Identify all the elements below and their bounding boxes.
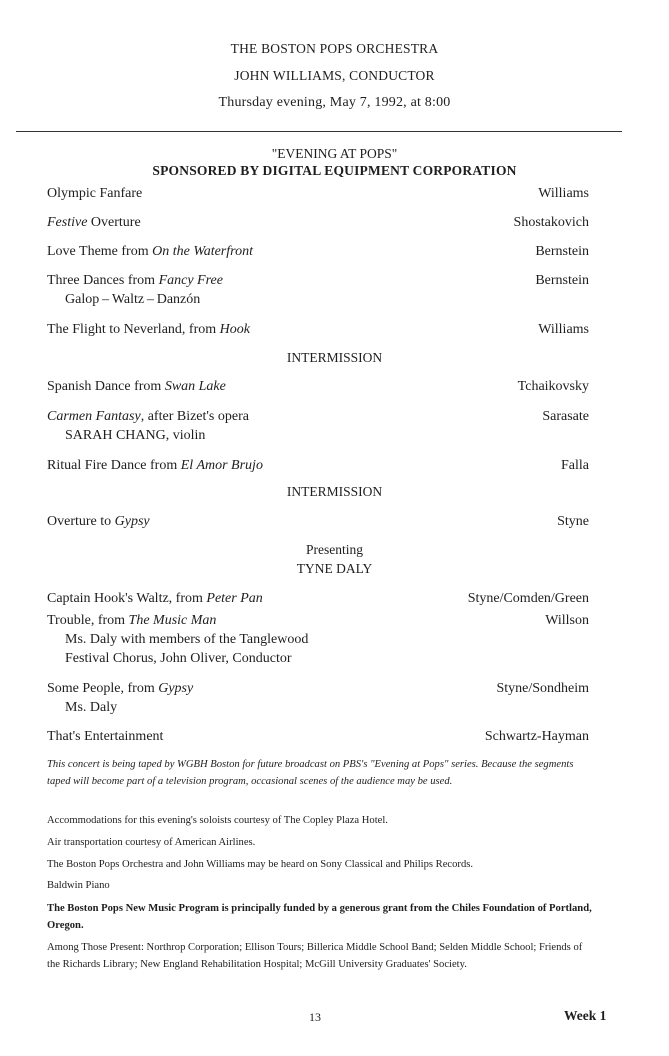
composer: Bernstein xyxy=(535,244,589,259)
composer: Schwartz-Hayman xyxy=(484,729,589,744)
composer: Willson xyxy=(545,613,589,628)
work-title: Olympic Fanfare xyxy=(47,186,143,201)
among-those-present: Among Those Present: Northrop Corporation; Ellison Tours; Billerica Middle School Band; Selden Middle School; Friends of the Richards Library; New England Rehabilitation Hospital; McGill University Graduates' Society. xyxy=(47,942,583,970)
work-title: Ritual Fire Dance from El Amor Brujo xyxy=(47,458,263,473)
taping-notice: This concert is being taped by WGBH Boston for future broadcast on PBS's "Evening at Pops" series. Because the segments taped will become part of a television program, occasional scenes of the audience may be used. xyxy=(47,759,574,787)
composer: Shostakovich xyxy=(513,215,589,230)
performer-note: Ms. Daly xyxy=(65,700,118,715)
intermission-label: INTERMISSION xyxy=(286,350,383,365)
work-title: Captain Hook's Waltz, from Peter Pan xyxy=(47,591,263,606)
program-title: "EVENING AT POPS" xyxy=(271,146,398,161)
composer: Styne xyxy=(557,514,589,529)
work-title: Love Theme from On the Waterfront xyxy=(47,244,253,259)
funding-note: The Boston Pops New Music Program is principally funded by a generous grant from the Chiles Foundation of Portland, Oregon. xyxy=(47,903,592,931)
week-label: Week 1 xyxy=(564,1008,607,1023)
work-title: Festive Overture xyxy=(47,215,141,230)
performer-note: Festival Chorus, John Oliver, Conductor xyxy=(65,651,292,666)
air-transport-note: Air transportation courtesy of American Airlines. xyxy=(47,837,256,848)
composer: Falla xyxy=(561,458,589,473)
composer: Williams xyxy=(538,186,589,201)
performer-note: Ms. Daly with members of the Tanglewood xyxy=(65,632,309,647)
composer: Styne/Comden/Green xyxy=(467,591,589,606)
header-divider xyxy=(16,131,622,132)
accommodations-note: Accommodations for this evening's soloists courtesy of The Copley Plaza Hotel. xyxy=(47,815,388,826)
work-title: That's Entertainment xyxy=(47,729,164,744)
piano-note: Baldwin Piano xyxy=(47,880,110,891)
sponsor-line: SPONSORED BY DIGITAL EQUIPMENT CORPORATION xyxy=(152,163,517,178)
intermission-label: INTERMISSION xyxy=(286,484,383,499)
composer: Sarasate xyxy=(542,409,589,424)
records-note: The Boston Pops Orchestra and John Williams may be heard on Sony Classical and Philips Records. xyxy=(47,859,474,870)
presenting-label: Presenting xyxy=(306,542,363,557)
work-title: Trouble, from The Music Man xyxy=(47,613,217,628)
work-title: Spanish Dance from Swan Lake xyxy=(47,379,226,394)
work-title: Some People, from Gypsy xyxy=(47,681,194,696)
work-title: The Flight to Neverland, from Hook xyxy=(47,322,250,337)
orchestra-name: THE BOSTON POPS ORCHESTRA xyxy=(230,41,439,56)
composer: Williams xyxy=(538,322,589,337)
soloist-line: SARAH CHANG, violin xyxy=(65,428,206,443)
concert-date: Thursday evening, May 7, 1992, at 8:00 xyxy=(218,95,451,110)
composer: Styne/Sondheim xyxy=(496,681,589,696)
guest-artist: TYNE DALY xyxy=(296,561,373,576)
composer: Tchaikovsky xyxy=(517,379,589,394)
conductor-line: JOHN WILLIAMS, CONDUCTOR xyxy=(234,68,435,83)
page-number: 13 xyxy=(309,1010,321,1024)
composer: Bernstein xyxy=(535,273,589,288)
work-title: Carmen Fantasy, after Bizet's opera xyxy=(47,409,249,424)
work-title: Overture to Gypsy xyxy=(47,514,150,529)
work-movements: Galop – Waltz – Danzón xyxy=(65,292,201,307)
work-title: Three Dances from Fancy Free xyxy=(47,273,223,288)
